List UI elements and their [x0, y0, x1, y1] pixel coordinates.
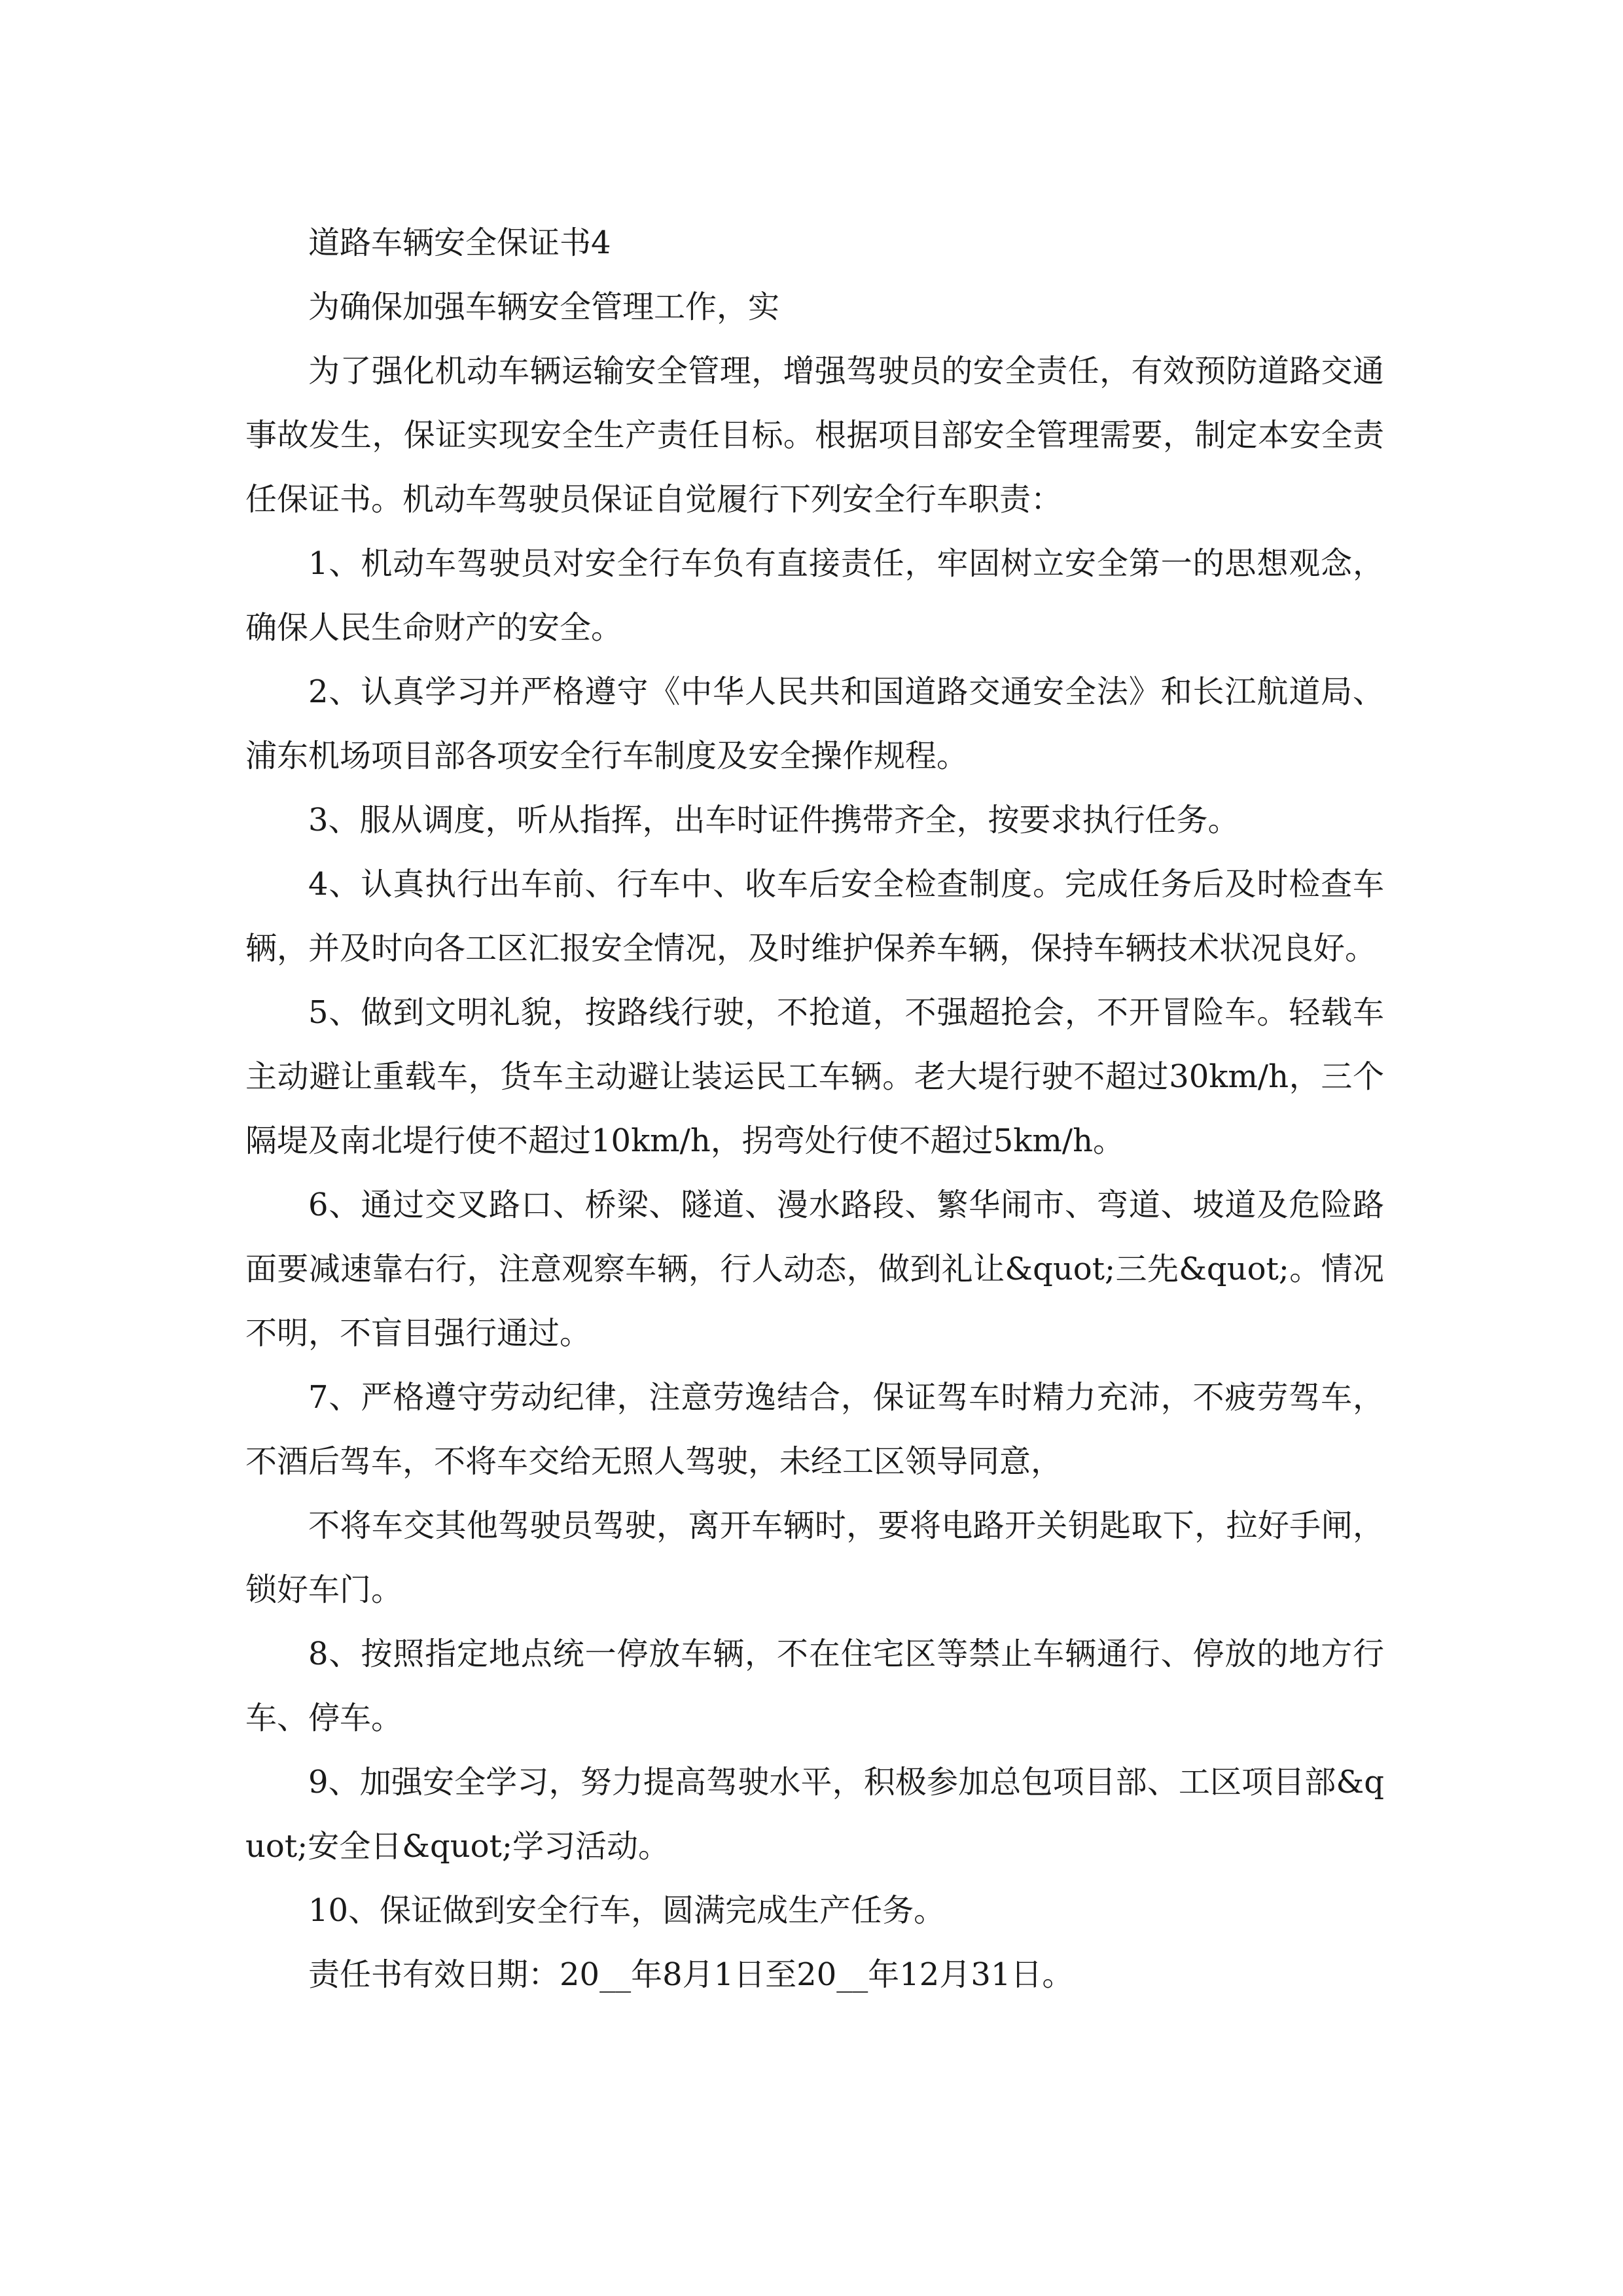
paragraph-item-10: 10、保证做到安全行车，圆满完成生产任务。: [308, 1892, 946, 1929]
paragraph-item-3: 3、服从调度，听从指挥，出车时证件携带齐全，按要求执行任务。: [308, 802, 1240, 838]
validity-period: 责任书有效日期：20__年8月1日至20__年12月31日。: [308, 1956, 1074, 1993]
paragraph-item-2: 2、认真学习并严格遵守《中华人民共和国道路交通安全法》和长江航道局、浦东机场项目部各项安全行车制度及安全操作规程。: [245, 673, 1384, 774]
paragraph-item-9: 9、加强安全学习，努力提高驾驶水平，积极参加总包项目部、工区项目部&quot;安全日&quot;学习活动。: [245, 1764, 1384, 1865]
paragraph-item-8: 8、按照指定地点统一停放车辆，不在住宅区等禁止车辆通行、停放的地方行车、停车。: [245, 1636, 1384, 1736]
paragraph-item-7-continued: 不将车交其他驾驶员驾驶，离开车辆时，要将电路开关钥匙取下，拉好手闸，锁好车门。: [245, 1507, 1384, 1608]
paragraph-intro: 为确保加强车辆安全管理工作，实: [308, 289, 780, 325]
paragraph-item-7: 7、严格遵守劳动纪律，注意劳逸结合，保证驾车时精力充沛，不疲劳驾车，不酒后驾车，不将车交给无照人驾驶，未经工区领导同意，: [245, 1379, 1384, 1480]
paragraph-item-4: 4、认真执行出车前、行车中、收车后安全检查制度。完成任务后及时检查车辆，并及时向各工区汇报安全情况，及时维护保养车辆，保持车辆技术状况良好。: [245, 866, 1384, 967]
document-body: [245, 211, 1384, 2007]
paragraph-item-5: 5、做到文明礼貌，按路线行驶，不抢道，不强超抢会，不开冒险车。轻载车主动避让重载车，货车主动避让装运民工车辆。老大堤行驶不超过30km/h，三个隔堤及南北堤行使不超过10km/h，拐弯处行使不超过5km/h。: [245, 994, 1384, 1159]
paragraph-item-1: 1、机动车驾驶员对安全行车负有直接责任，牢固树立安全第一的思想观念，确保人民生命财产的安全。: [245, 545, 1384, 646]
paragraph-purpose: 为了强化机动车辆运输安全管理，增强驾驶员的安全责任，有效预防道路交通事故发生，保证实现安全生产责任目标。根据项目部安全管理需要，制定本安全责任保证书。机动车驾驶员保证自觉履行下列安全行车职责：: [245, 353, 1384, 518]
document-title: 道路车辆安全保证书4: [308, 224, 611, 261]
paragraph-item-6: 6、通过交叉路口、桥梁、隧道、漫水路段、繁华闹市、弯道、坡道及危险路面要减速靠右行，注意观察车辆，行人动态，做到礼让&quot;三先&quot;。情况不明，不盲目强行通过。: [245, 1187, 1384, 1352]
